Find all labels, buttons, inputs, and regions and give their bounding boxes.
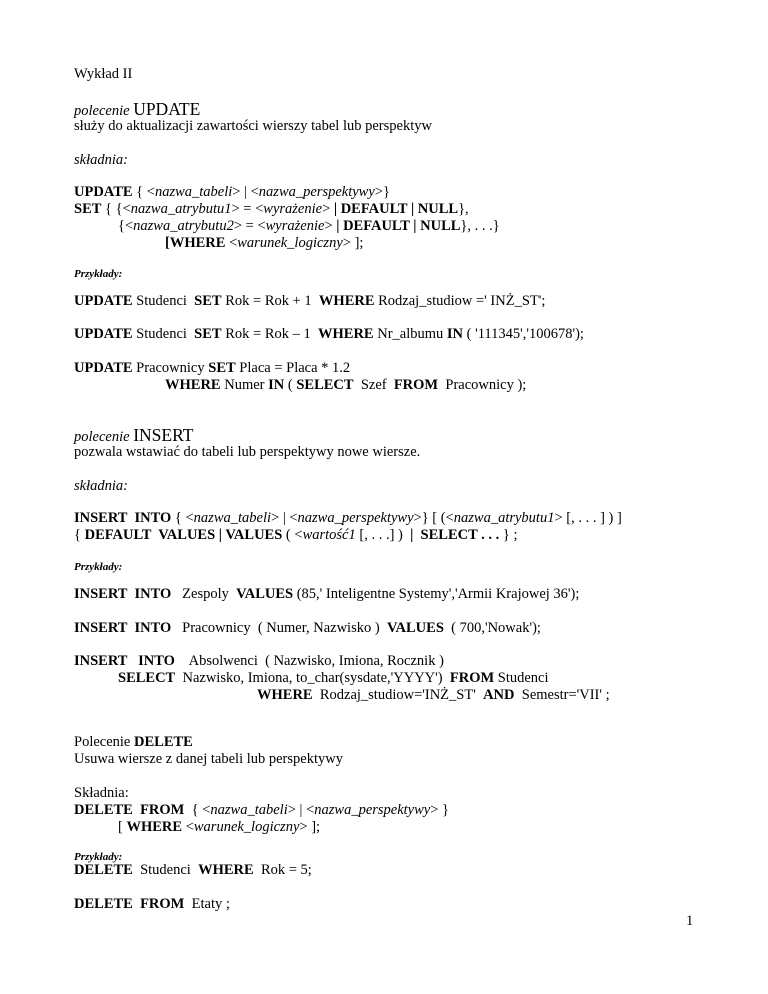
text-segment: { < (184, 802, 211, 818)
text-segment: Wykład II (74, 66, 133, 82)
text-segment: FROM (449, 670, 495, 686)
text-segment: 1 (686, 913, 694, 929)
text-segment: Szef (353, 377, 394, 393)
text-segment: Semestr='VII' ; (514, 687, 610, 703)
text-segment: warunek_logiczny (237, 235, 343, 251)
text-line (74, 265, 122, 283)
text-segment: IN (446, 326, 464, 342)
text-segment: Numer (220, 377, 269, 393)
text-line (74, 558, 122, 576)
text-segment: DELETE (134, 734, 193, 750)
text-segment: Pracownicy ); (438, 377, 527, 393)
text-segment: składnia: (74, 478, 128, 494)
text-segment: nazwa_tabeli (193, 510, 272, 526)
text-segment: wyrażenie (265, 218, 325, 234)
text-segment: {< (118, 218, 134, 234)
text-segment: > | < (287, 802, 315, 818)
text-segment: Zespoly (171, 586, 237, 602)
text-segment: nazwa_atrybutu1 (130, 201, 232, 217)
text-segment: Rok = 5; (253, 862, 312, 878)
text-segment: > (324, 218, 337, 234)
text-line (74, 444, 420, 461)
text-segment: WHERE (126, 819, 183, 835)
text-segment: SET (74, 201, 102, 217)
text-segment: UPDATE (133, 99, 201, 119)
text-segment: } ; (499, 527, 518, 543)
text-segment: [ (165, 235, 170, 251)
text-segment: { {< (101, 201, 131, 217)
text-line (74, 478, 128, 495)
text-segment: WHERE (165, 377, 221, 393)
text-line (74, 862, 312, 879)
text-segment: nazwa_atrybutu2 (133, 218, 234, 234)
text-line (74, 751, 343, 768)
text-segment: służy do aktualizacji zawartości wierszy tabel lub perspektyw (74, 118, 432, 134)
text-segment: pozwala wstawiać do tabeli lub perspektywy nowe wiersze. (74, 444, 421, 460)
text-segment: Przykłady: (74, 851, 123, 863)
text-line (74, 152, 128, 169)
text-segment: DELETE FROM (74, 896, 185, 912)
text-segment: wartość1 (302, 527, 356, 543)
text-segment: UPDATE (74, 326, 133, 342)
text-segment: { < (171, 510, 194, 526)
text-segment: >} (374, 184, 390, 200)
text-segment: Nazwisko, Imiona, to_char(sysdate,'YYYY') (175, 670, 450, 686)
text-line (74, 118, 432, 135)
text-segment: nazwa_perspektywy (258, 184, 375, 200)
text-segment: INSERT INTO (74, 586, 172, 602)
text-line (74, 785, 129, 802)
text-segment: [ (118, 819, 127, 835)
text-segment: WHERE (198, 862, 254, 878)
text-line (74, 896, 230, 913)
text-segment: >} [ (< (413, 510, 454, 526)
text-line (165, 377, 526, 394)
text-line (165, 235, 363, 252)
text-segment: Rodzaj_studiow='INŻ_ST' (312, 687, 484, 703)
text-segment: SET (208, 360, 236, 376)
text-segment: Nr_albumu (373, 326, 447, 342)
text-segment: Pracownicy ( Numer, Nazwisko ) (171, 620, 387, 636)
text-segment: Studenci (132, 293, 195, 309)
text-segment: SELECT (118, 670, 176, 686)
text-segment: nazwa_perspektywy (314, 802, 431, 818)
text-segment: > | < (271, 510, 298, 526)
text-line (118, 218, 500, 235)
text-segment: }, (458, 201, 469, 217)
text-line (74, 510, 622, 527)
text-segment: > [, . . . ] ) ] (554, 510, 622, 526)
text-line (74, 326, 584, 343)
text-segment: WHERE (169, 235, 226, 251)
text-segment: > (322, 201, 334, 217)
text-segment: ( '111345','100678'); (463, 326, 584, 342)
text-line (74, 201, 469, 218)
text-segment: SELECT (296, 377, 354, 393)
text-segment: Rok = Rok – 1 (221, 326, 318, 342)
text-segment: [, . . .] ) (355, 527, 411, 543)
text-segment: DELETE FROM (74, 802, 185, 818)
text-segment: { (74, 527, 85, 543)
text-segment: < (225, 235, 238, 251)
text-segment: VALUES (236, 586, 294, 602)
text-segment: WHERE (257, 687, 313, 703)
text-segment: nazwa_tabeli (154, 184, 233, 200)
text-segment: (85,' Inteligentne Systemy','Armii Krajowej 36'); (293, 586, 580, 602)
text-segment: AND (483, 687, 515, 703)
text-segment: SET (194, 326, 222, 342)
text-segment: INSERT INTO (74, 653, 175, 669)
text-segment: Polecenie (74, 734, 134, 750)
text-segment: Rodzaj_studiow =' INŻ_ST'; (374, 293, 546, 309)
text-segment: Pracownicy (132, 360, 209, 376)
text-segment: Usuwa wiersze z danej tabeli lub perspektywy (74, 751, 343, 767)
text-line (74, 620, 541, 637)
text-segment: WHERE (318, 326, 374, 342)
text-segment: < (182, 819, 194, 835)
text-segment: nazwa_perspektywy (297, 510, 414, 526)
text-segment: INSERT INTO (74, 620, 172, 636)
text-line (118, 670, 549, 687)
text-segment: | SELECT . . . (410, 527, 500, 543)
text-line (74, 734, 193, 751)
text-segment: Rok = Rok + 1 (221, 293, 319, 309)
text-segment: Absolwenci ( Nazwisko, Imiona, Rocznik ) (174, 653, 444, 669)
text-segment: Przykłady: (74, 561, 123, 573)
text-segment: UPDATE (74, 360, 133, 376)
text-line (74, 586, 579, 603)
text-segment: > = < (233, 218, 266, 234)
text-line (74, 293, 545, 310)
text-segment: ( 700,'Nowak'); (443, 620, 541, 636)
text-line (74, 802, 449, 819)
text-segment: Przykłady: (74, 268, 123, 280)
text-segment: ( < (282, 527, 303, 543)
text-segment: > } (430, 802, 449, 818)
text-segment: > ]; (299, 819, 321, 835)
text-segment: INSERT (133, 425, 194, 445)
text-segment: Etaty ; (184, 896, 230, 912)
text-segment: Studenci (494, 670, 549, 686)
text-segment: ( (284, 377, 297, 393)
page-number (686, 913, 693, 930)
text-segment: IN (268, 377, 285, 393)
text-segment: INSERT INTO (74, 510, 172, 526)
page-header (74, 66, 132, 83)
text-line (74, 653, 444, 670)
text-segment: polecenie (74, 429, 134, 445)
text-segment: DELETE (74, 862, 133, 878)
text-segment: Placa = Placa * 1.2 (235, 360, 351, 376)
text-segment: | DEFAULT | NULL (336, 218, 461, 234)
text-segment: { < (132, 184, 155, 200)
text-segment: DEFAULT VALUES | VALUES (84, 527, 283, 543)
text-segment: WHERE (318, 293, 375, 309)
text-segment: Studenci (132, 862, 199, 878)
text-line (74, 360, 350, 377)
text-segment: składnia: (74, 152, 128, 168)
text-line (74, 527, 518, 544)
text-line (257, 687, 610, 704)
text-segment: UPDATE (74, 184, 133, 200)
text-segment: SET (194, 293, 222, 309)
text-segment: Studenci (132, 326, 195, 342)
text-segment: polecenie (74, 103, 134, 119)
text-segment: > ]; (342, 235, 364, 251)
text-segment: > = < (231, 201, 264, 217)
text-line (118, 819, 320, 836)
text-segment: | DEFAULT | NULL (333, 201, 459, 217)
text-segment: wyrażenie (263, 201, 323, 217)
text-segment: FROM (393, 377, 439, 393)
text-segment: UPDATE (74, 293, 133, 309)
text-segment: > | < (232, 184, 259, 200)
text-segment: warunek_logiczny (193, 819, 300, 835)
text-segment: VALUES (386, 620, 444, 636)
text-segment: }, . . .} (460, 218, 500, 234)
text-segment: Składnia: (74, 785, 129, 801)
text-segment: nazwa_atrybutu1 (453, 510, 555, 526)
text-segment: nazwa_tabeli (210, 802, 288, 818)
text-line (74, 184, 390, 201)
